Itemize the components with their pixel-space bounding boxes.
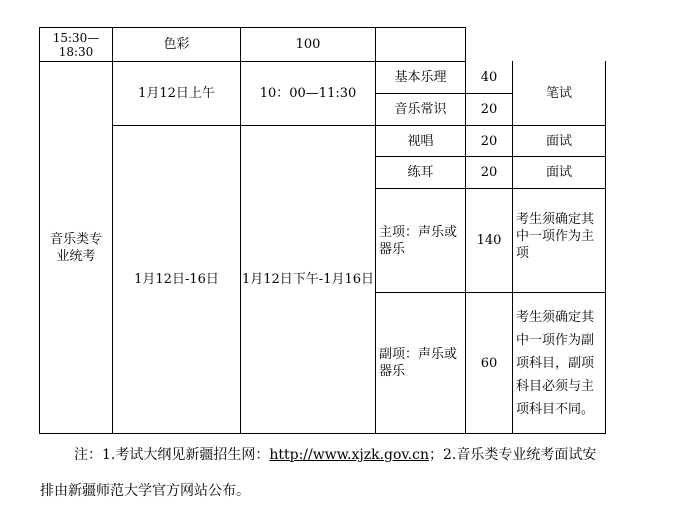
- method-note: 考生须确定其中一项作为副项科目，副项科目必须与主项科目不同。: [516, 309, 595, 417]
- score-value: 20: [480, 102, 498, 117]
- group1-method-cell: [513, 62, 605, 125]
- method-note: 考生须确定其中一项作为主项: [516, 212, 595, 261]
- score-value: 20: [480, 165, 498, 180]
- group1-date: 1月12日上午: [138, 86, 215, 101]
- method-label: 面试: [545, 133, 572, 149]
- table-row: [466, 157, 512, 188]
- score-value: 20: [480, 133, 498, 149]
- top-time-cell: [47, 28, 105, 61]
- footnote-suffix: ；2.音乐类专业统考面试安: [428, 447, 597, 463]
- subject-label: 练耳: [407, 165, 434, 180]
- table-row: [466, 293, 512, 433]
- group1-time: 10：00—11:30: [259, 86, 357, 101]
- score-value: 40: [480, 70, 498, 85]
- category-cell: [47, 62, 105, 433]
- category-label: 音乐类专业统考: [49, 231, 102, 264]
- table-border-left: [39, 27, 40, 434]
- table-row: [513, 189, 605, 292]
- table-row: [513, 157, 605, 188]
- top-subject-cell: [113, 28, 240, 61]
- subject-label: 视唱: [407, 133, 434, 149]
- table-row: [376, 94, 465, 125]
- top-time: 15:30—18:30: [52, 30, 100, 59]
- table-row: [466, 94, 512, 125]
- subject-label: 主项：声乐或器乐: [379, 224, 458, 257]
- table-row: [376, 157, 465, 188]
- group1-date-cell: [113, 62, 240, 125]
- table-row: [513, 126, 605, 156]
- footnote-line-1: [74, 446, 596, 464]
- subject-label: 副项：声乐或器乐: [379, 347, 458, 379]
- top-subject: 色彩: [163, 37, 190, 52]
- method-label: 面试: [545, 165, 572, 180]
- subject-label: 基本乐理: [394, 70, 447, 85]
- score-value: 140: [476, 233, 502, 248]
- table-row: [466, 189, 512, 292]
- group1-time-cell: [241, 62, 375, 125]
- top-score-cell: [241, 28, 375, 61]
- footnote-line2: 排由新疆师范大学官方网站公布。: [40, 483, 250, 499]
- top-score: 100: [295, 37, 321, 52]
- table-row: [376, 62, 465, 93]
- table-border-bottom: [39, 433, 606, 434]
- group2-date: 1月12日-16日: [134, 272, 219, 287]
- footnote-prefix: 注：1.考试大纲见新疆招生网：: [74, 447, 270, 463]
- group2-time: 1月12日下午-1月16日: [241, 272, 375, 287]
- group1-method: 笔试: [545, 86, 572, 101]
- footnote-line-2: [40, 482, 250, 500]
- group2-time-cell: [241, 126, 375, 433]
- table-border-right: [605, 61, 606, 434]
- footnote-url-link[interactable]: http://www.xjzk.gov.cn: [269, 447, 429, 463]
- subject-label: 音乐常识: [394, 102, 447, 117]
- score-value: 60: [480, 355, 498, 371]
- table-row: [376, 189, 465, 292]
- table-row: [376, 293, 465, 433]
- table-row: [466, 126, 512, 156]
- group2-date-cell: [113, 126, 240, 433]
- table-row: [466, 62, 512, 93]
- table-row: [513, 293, 605, 433]
- table-row: [376, 126, 465, 156]
